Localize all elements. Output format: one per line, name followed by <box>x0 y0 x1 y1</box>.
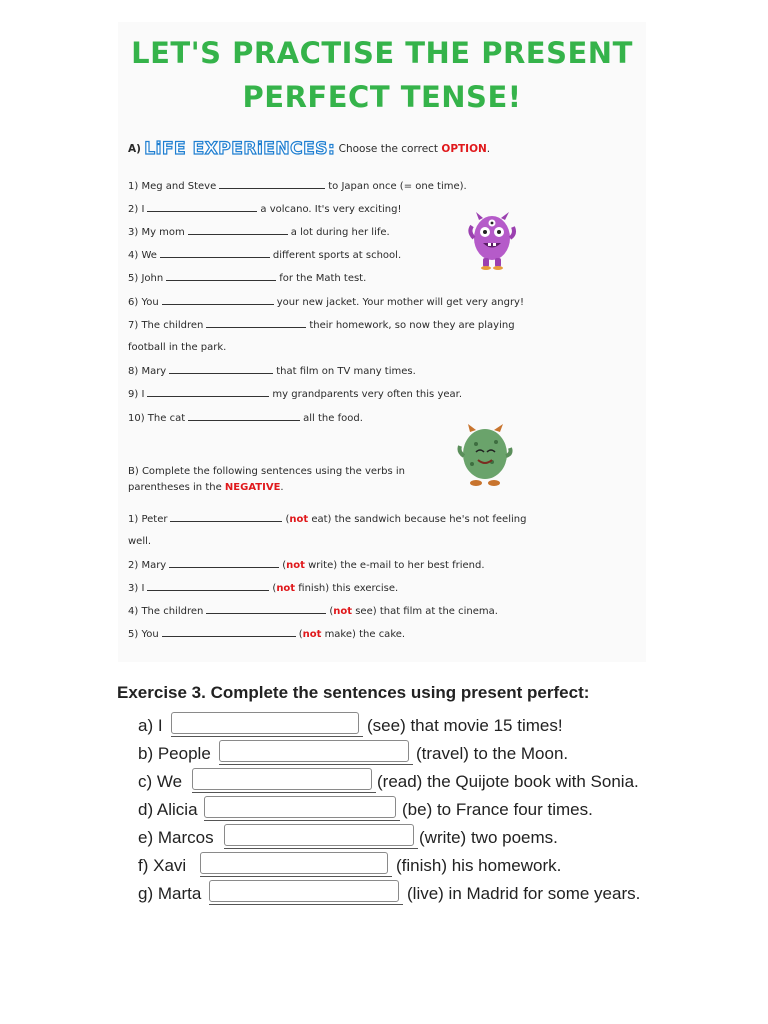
worksheet-title-line1: LET'S PRACTISE THE PRESENT <box>131 36 633 70</box>
answer-input-d[interactable] <box>204 796 396 818</box>
section-b-item: 1) Peter (not eat) the sandwich because he's not feeling <box>128 514 527 525</box>
exercise3-row-d <box>138 796 608 822</box>
prefix-label: e) Marcos <box>138 828 214 847</box>
exercise3-title: Exercise 3. Complete the sentences using present perfect: <box>117 683 590 702</box>
exercise3-row-c <box>138 768 648 794</box>
answer-input-g[interactable] <box>209 880 399 902</box>
section-b-item: 3) I (not finish) this exercise. <box>128 583 399 594</box>
suffix-label: (write) two poems. <box>419 828 558 847</box>
option-keyword: OPTION <box>441 143 487 155</box>
section-b-heading-line1: B) Complete the following sentences using the verbs in <box>128 466 406 477</box>
section-a-item: 3) My mom a lot during her life. <box>128 227 390 238</box>
prefix-label: d) Alicia <box>138 800 198 819</box>
prefix-label: f) Xavi <box>138 856 187 875</box>
section-b-item: well. <box>128 536 152 547</box>
prefix-label: a) I <box>138 716 163 735</box>
answer-input-b[interactable] <box>219 740 409 762</box>
section-a-item: 7) The children their homework, so now they are playing <box>128 320 515 331</box>
purple-monster-icon <box>466 208 518 270</box>
section-a-item: 6) You your new jacket. Your mother will get very angry! <box>128 297 524 308</box>
section-b-item: 4) The children (not see) that film at the cinema. <box>128 606 498 617</box>
worksheet-title-line2: PERFECT TENSE! <box>242 80 522 114</box>
answer-input-e[interactable] <box>224 824 414 846</box>
section-a-item: 9) I my grandparents very often this year. <box>128 389 463 400</box>
suffix-label: (see) that movie 15 times! <box>367 716 563 735</box>
exercise3-row-e <box>138 824 568 850</box>
suffix-label: (be) to France four times. <box>402 800 593 819</box>
exercise3-row-g <box>138 880 648 906</box>
section-a-item: 4) We different sports at school. <box>128 250 402 261</box>
section-b-item: 2) Mary (not write) the e-mail to her best friend. <box>128 560 485 571</box>
blank-underline <box>200 876 392 877</box>
section-a-item: 8) Mary that film on TV many times. <box>128 366 416 377</box>
blank-underline <box>209 904 403 905</box>
answer-input-f[interactable] <box>200 852 388 874</box>
suffix-label: (finish) his homework. <box>396 856 562 875</box>
prefix-label: g) Marta <box>138 884 202 903</box>
suffix-label: (travel) to the Moon. <box>416 744 569 763</box>
suffix-label: (live) in Madrid for some years. <box>407 884 641 903</box>
answer-input-a[interactable] <box>171 712 359 734</box>
blank-underline <box>204 820 400 821</box>
blank-underline <box>219 764 413 765</box>
section-a-item: 2) I a volcano. It's very exciting! <box>128 204 402 215</box>
exercise3-row-a <box>138 712 608 738</box>
section-a-item: 5) John for the Math test. <box>128 273 367 284</box>
suffix-label: (read) the Quijote book with Sonia. <box>377 772 639 791</box>
exercise3-row-b <box>138 740 608 766</box>
life-experiences-heading: LiFE EXPERiENCES: <box>144 139 336 159</box>
section-b-item: 5) You (not make) the cake. <box>128 629 406 640</box>
blank-underline <box>224 848 418 849</box>
blank-underline <box>171 736 363 737</box>
section-a-item: 1) Meg and Steve to Japan once (= one time). <box>128 181 467 192</box>
negative-keyword: NEGATIVE <box>224 482 281 493</box>
section-a-item: 10) The cat all the food. <box>128 413 363 424</box>
section-b-heading-line2: parentheses in the NEGATIVE. <box>128 482 284 493</box>
blank-underline <box>192 792 376 793</box>
green-monster-icon <box>456 422 514 488</box>
section-a-item: football in the park. <box>128 342 227 353</box>
exercise3-row-f <box>138 852 568 878</box>
prefix-label: c) We <box>138 772 183 791</box>
answer-input-c[interactable] <box>192 768 372 790</box>
prefix-label: b) People <box>138 744 211 763</box>
section-a-heading: A) LiFE EXPERiENCES: Choose the correct OPTION. <box>128 139 491 159</box>
